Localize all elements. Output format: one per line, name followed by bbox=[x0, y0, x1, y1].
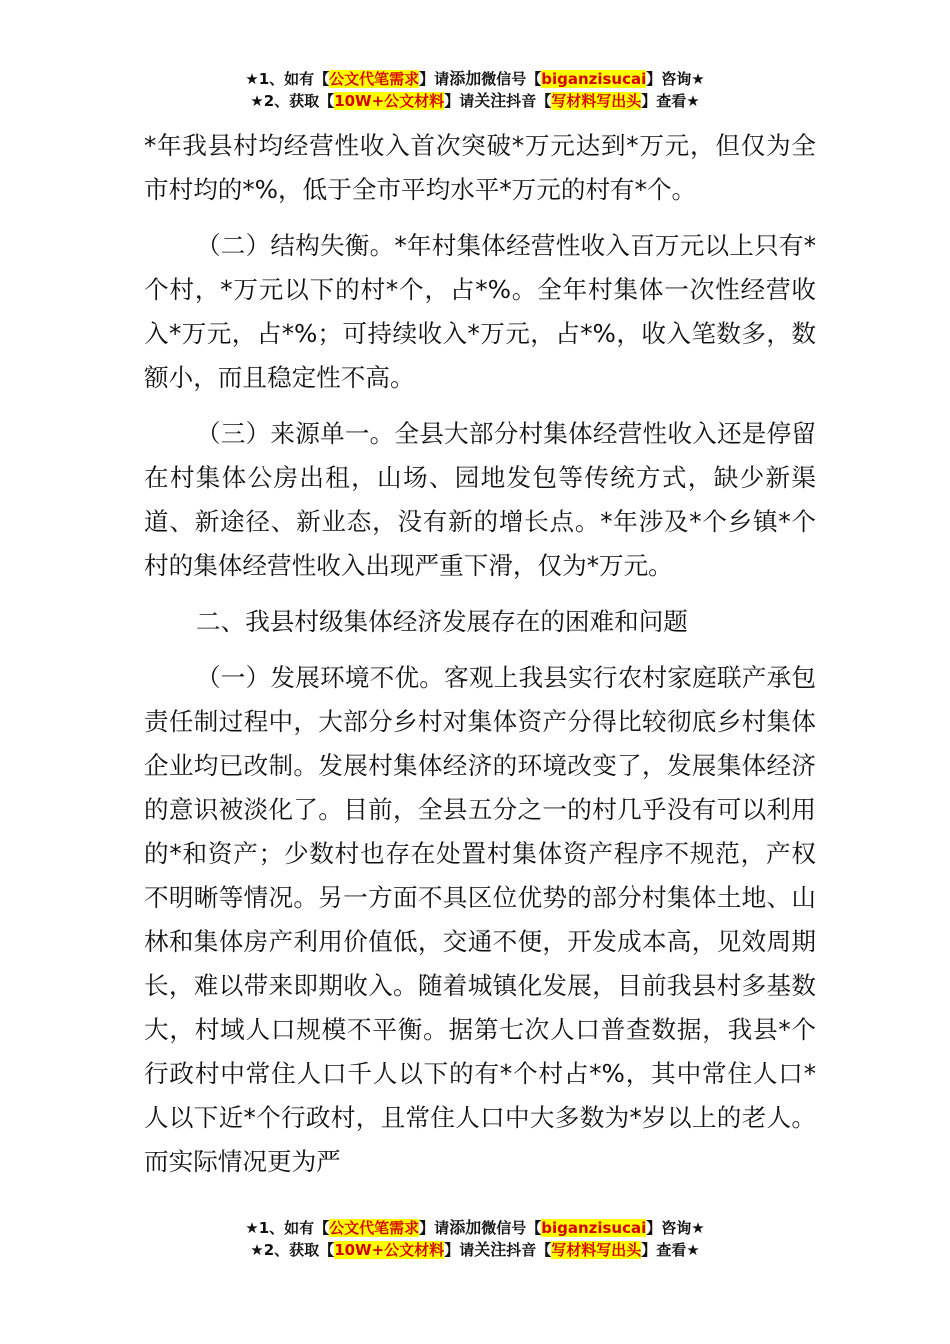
notice-text: 】请 bbox=[444, 1241, 475, 1259]
notice-emphasis: 添加 bbox=[449, 1218, 482, 1237]
paragraph-environment: （一）发展环境不优。客观上我县实行农村家庭联产承包责任制过程中，大部分乡村对集体资产分得比较彻底乡村集体企业均已改制。发展村集体经济的环境改变了，发展集体经济的意识被淡化了。目前，全县五分之一的村几乎没有可以利用的*和资产；少数村也存在处置村集体资产程序不规范，产权不明晰等情况。另一方面不具区位优势的部分村集体土地、山林和集体房产利用价值低，交通不便，开发成本高，见效周期长，难以带来即期收入。随着城镇化发展，目前我县村多基数大，村域人口规模不平衡。据第七次人口普查数据，我县*个行政村中常住人口千人以下的有*个村占*%，其中常住人口*人以下近*个行政村，且常住人口中大多数为*岁以上的老人。而实际情况更为严 bbox=[144, 663, 816, 1176]
highlight-materials: 10W+公文材料 bbox=[334, 92, 445, 110]
highlight-wechat-id: biganzisucai bbox=[541, 1219, 647, 1237]
notice-emphasis: 添加 bbox=[449, 69, 482, 88]
notice-text: 】咨询★ bbox=[646, 70, 705, 88]
notice-text: 】请 bbox=[444, 92, 475, 110]
notice-text: 】查看★ bbox=[641, 92, 700, 110]
notice-text: 】咨询★ bbox=[646, 1219, 705, 1237]
notice-emphasis: 关注 bbox=[474, 1240, 507, 1259]
document-body bbox=[144, 124, 816, 1196]
paragraph-single-source: （三）来源单一。全县大部分村集体经营性收入还是停留在村集体公房出租，山场、园地发包等传统方式，缺少新渠道、新途径、新业态，没有新的增长点。*年涉及*个乡镇*个村的集体经营性收入出现严重下滑，仅为*万元。 bbox=[144, 419, 816, 580]
notice-text: 】请 bbox=[419, 70, 450, 88]
notice-text: ★2、获取【 bbox=[250, 1241, 335, 1259]
highlight-douyin-account: 写材料写出头 bbox=[551, 1241, 642, 1259]
notice-text: 微信号【 bbox=[481, 70, 542, 88]
notice-text: ★1、如有【 bbox=[245, 1219, 330, 1237]
notice-line-1 bbox=[0, 68, 950, 90]
highlight-service: 公文代笔需求 bbox=[329, 70, 420, 88]
notice-text: ★2、获取【 bbox=[250, 92, 335, 110]
notice-line-1 bbox=[0, 1217, 950, 1239]
highlight-service: 公文代笔需求 bbox=[329, 1219, 420, 1237]
footer-notice bbox=[0, 1217, 950, 1261]
notice-text: 抖音【 bbox=[506, 92, 552, 110]
notice-emphasis: 关注 bbox=[474, 91, 507, 110]
notice-line-2 bbox=[0, 1239, 950, 1261]
notice-line-2 bbox=[0, 90, 950, 112]
section-heading: 二、我县村级集体经济发展存在的困难和问题 bbox=[196, 607, 688, 636]
highlight-wechat-id: biganzisucai bbox=[541, 70, 647, 88]
header-notice bbox=[0, 68, 950, 112]
notice-text: 抖音【 bbox=[506, 1241, 552, 1259]
paragraph-structure-imbalance: （二）结构失衡。*年村集体经营性收入百万元以上只有*个村，*万元以下的村*个，占*%。全年村集体一次性经营收入*万元，占*%；可持续收入*万元，占*%，收入笔数多，数额小，而且稳定性不高。 bbox=[144, 231, 816, 392]
notice-text: 】请 bbox=[419, 1219, 450, 1237]
notice-text: 微信号【 bbox=[481, 1219, 542, 1237]
notice-text: ★1、如有【 bbox=[245, 70, 330, 88]
highlight-douyin-account: 写材料写出头 bbox=[551, 92, 642, 110]
notice-text: 】查看★ bbox=[641, 1241, 700, 1259]
paragraph-income-summary: *年我县村均经营性收入首次突破*万元达到*万元，但仅为全市村均的*%，低于全市平均水平*万元的村有*个。 bbox=[144, 131, 816, 204]
highlight-materials: 10W+公文材料 bbox=[334, 1241, 445, 1259]
